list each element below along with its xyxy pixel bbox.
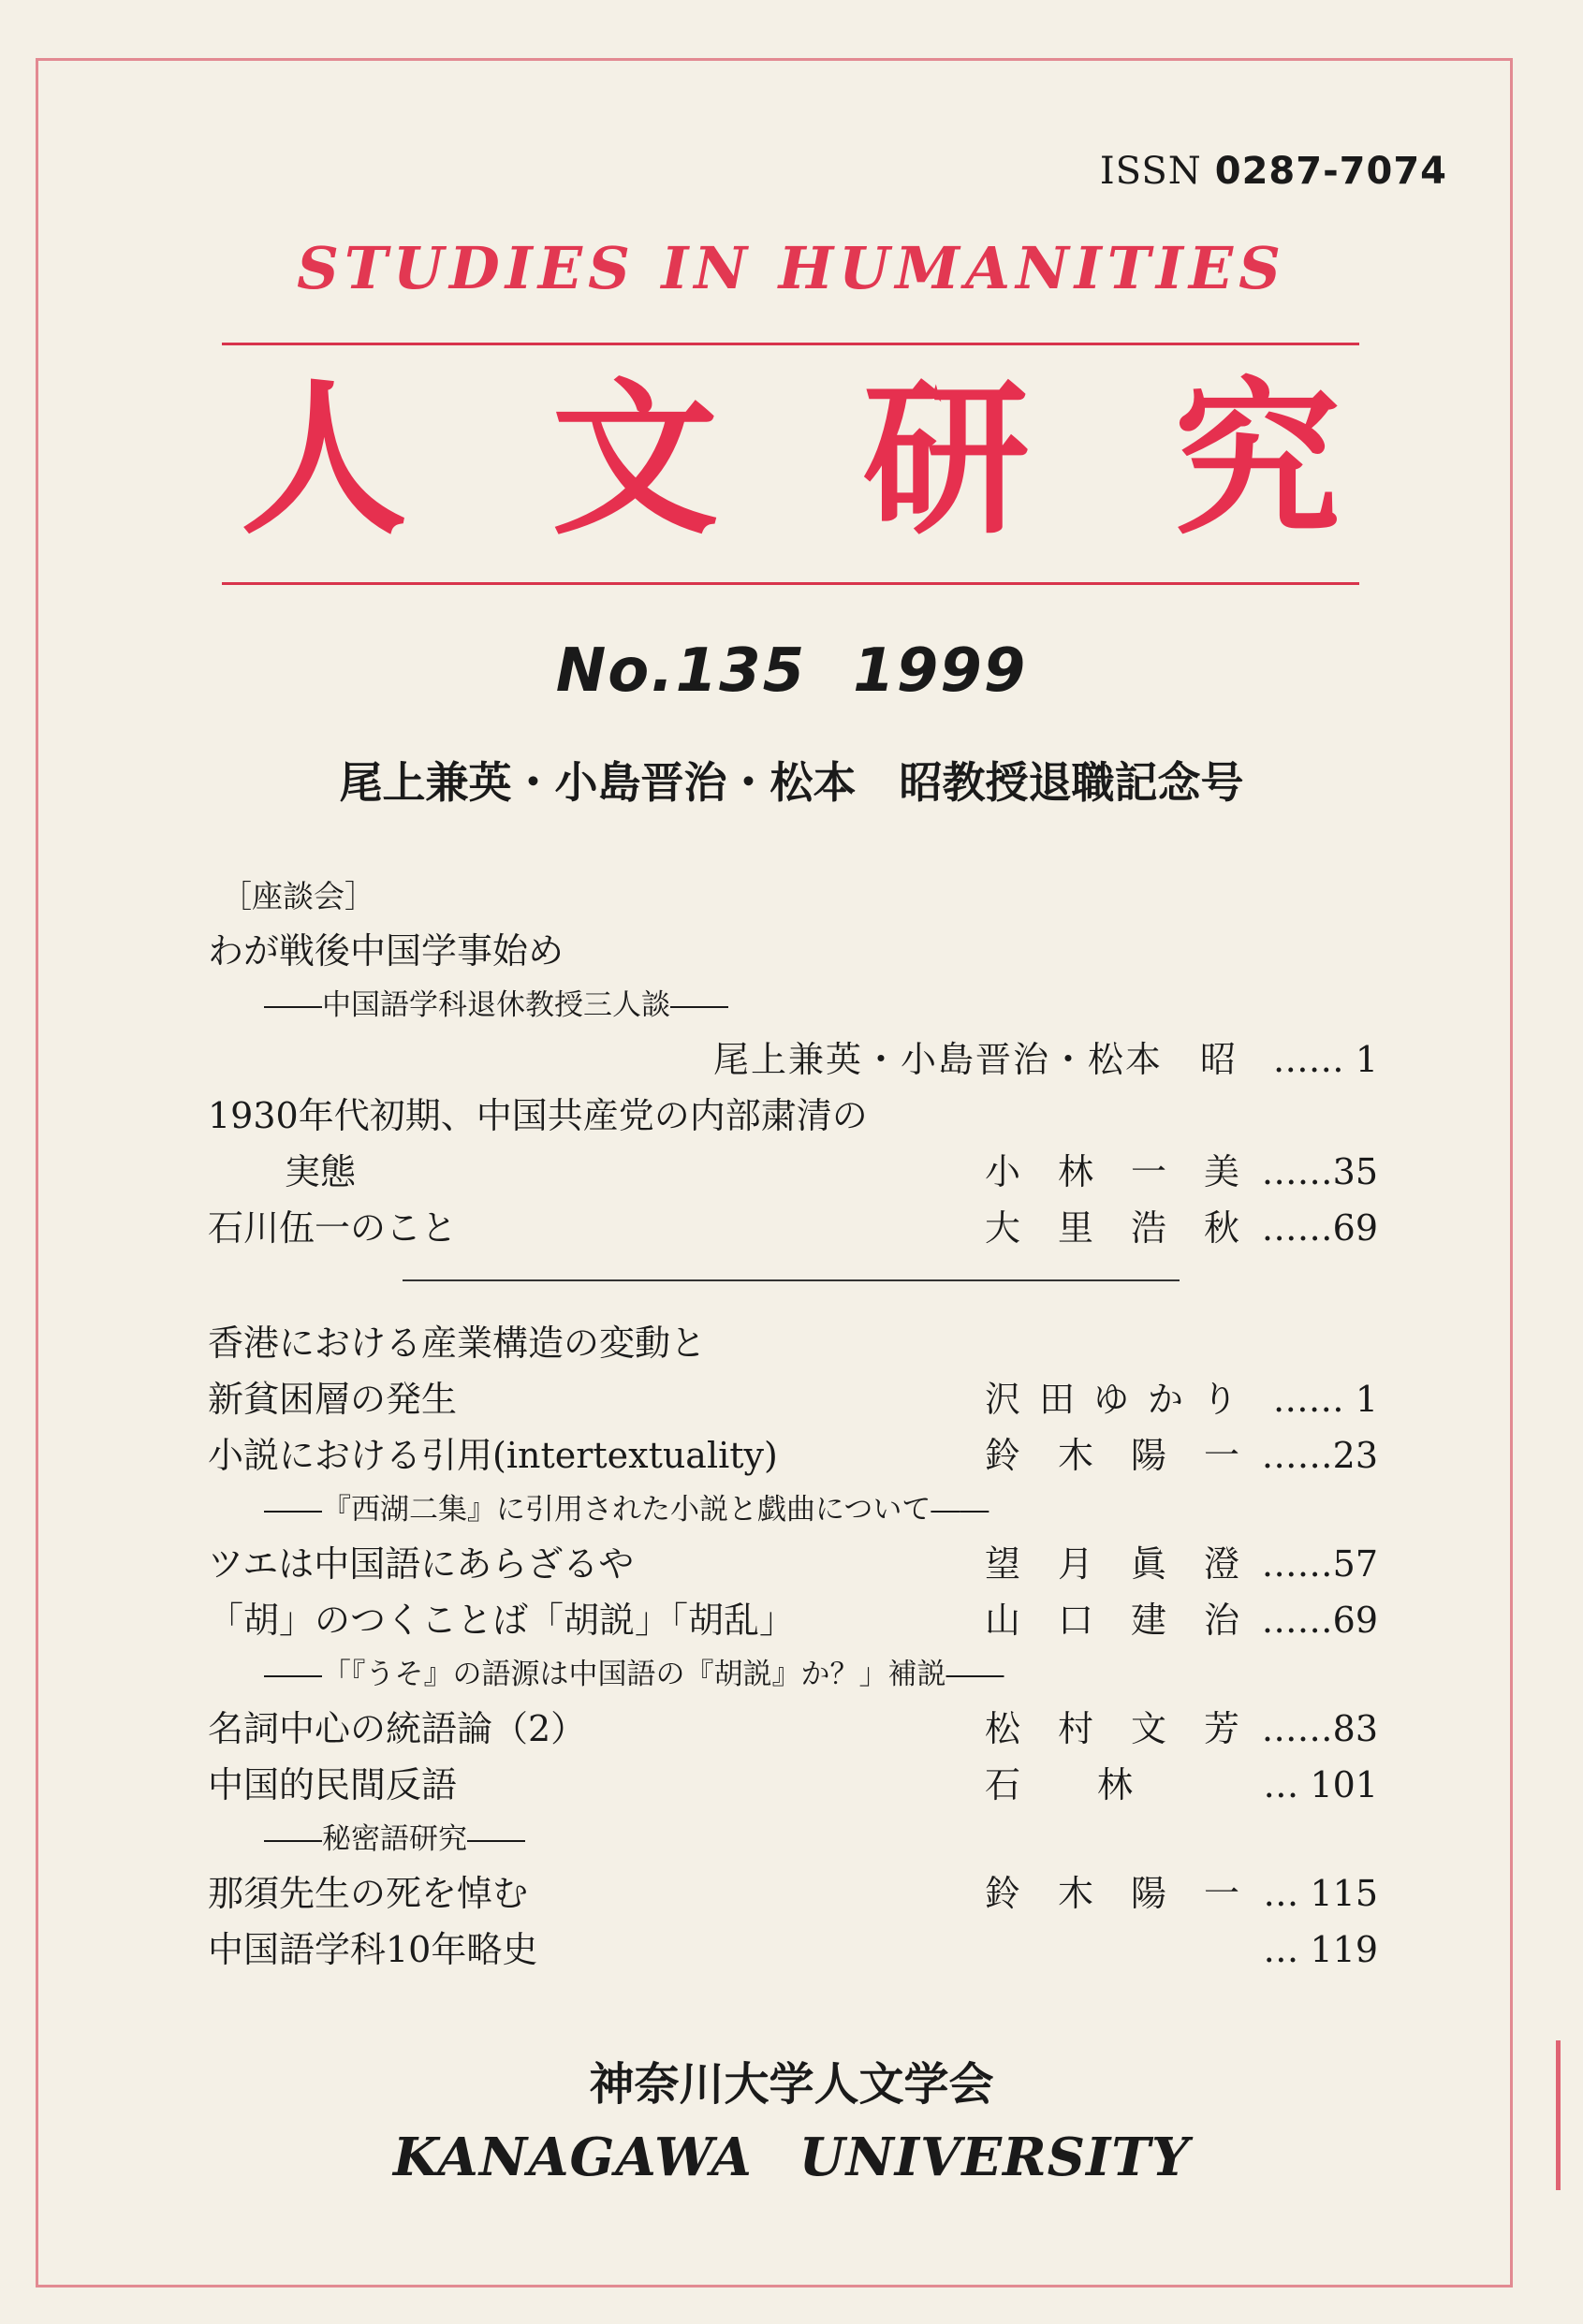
toc-part-1	[208, 870, 1378, 1256]
toc-title: 新貧困層の発生	[208, 1379, 458, 1420]
toc-title: わが戦後中国学事始め	[208, 930, 564, 972]
title-char-1: 人	[241, 363, 407, 557]
toc-title: 「胡」のつくことば「胡説」「胡乱」	[208, 1600, 796, 1641]
title-char-2: 文	[551, 363, 719, 557]
toc-title: 小説における引用(intertextuality)	[208, 1435, 778, 1476]
toc-title: 名詞中心の統語論（2）	[208, 1708, 587, 1749]
toc-author: 石 林	[985, 1764, 1136, 1805]
toc-author: 尾上兼英・小島晋治・松本 昭	[713, 1039, 1239, 1080]
publisher-japanese: 神奈川大学人文学会	[589, 2058, 994, 2111]
toc-page: … 101	[1263, 1764, 1378, 1805]
publisher-english-word-1: KANAGAWA	[393, 2127, 753, 2188]
toc-title: 実態	[285, 1151, 357, 1192]
issue-year: 1999	[853, 636, 1028, 706]
toc-divider	[403, 1279, 1180, 1281]
japanese-title	[222, 363, 1359, 557]
toc-author: 望月眞澄	[985, 1543, 1278, 1585]
title-rule-top	[222, 343, 1359, 345]
toc-entry	[208, 1144, 1378, 1200]
issue-line	[0, 636, 1583, 706]
toc-title: 那須先生の死を悼む	[208, 1873, 529, 1914]
toc-entry	[208, 923, 1378, 979]
toc-title: 中国的民間反語	[208, 1764, 458, 1805]
issn	[1100, 150, 1447, 193]
toc-page: … 119	[1263, 1929, 1378, 1970]
toc-entry	[208, 1701, 1378, 1757]
toc-subtitle: ――「『うそ』の語源は中国語の『胡説』か？」補説――	[264, 1658, 1004, 1691]
title-char-4: 究	[1173, 363, 1341, 557]
toc-page: ……69	[1261, 1207, 1378, 1249]
toc-entry	[208, 1200, 1378, 1256]
title-rule-bottom	[222, 582, 1359, 585]
toc-title: 石川伍一のこと	[208, 1207, 458, 1249]
toc-subtitle: ――『西湖二集』に引用された小説と戯曲について――	[264, 1493, 989, 1527]
english-title: STUDIES IN HUMANITIES	[297, 234, 1286, 302]
toc-part-2	[208, 1315, 1378, 1978]
title-char-3: 研	[862, 363, 1030, 557]
toc-author: 鈴木陽一	[985, 1435, 1278, 1476]
toc-author: 沢田ゆかり	[985, 1379, 1257, 1420]
toc-entry	[208, 1371, 1378, 1427]
toc-subtitle: ――中国語学科退休教授三人談――	[264, 988, 728, 1022]
toc-entry	[208, 1922, 1378, 1978]
toc-author: 大里浩秋	[985, 1207, 1278, 1249]
issn-label: ISSN	[1099, 150, 1202, 193]
toc-author: 山口建治	[985, 1600, 1278, 1641]
edge-stamp-mark	[1556, 2040, 1574, 2190]
toc-entry	[208, 1865, 1378, 1922]
publisher-english-word-2: UNIVERSITY	[799, 2127, 1190, 2188]
toc-title: 中国語学科10年略史	[208, 1929, 538, 1970]
toc-title: 香港における産業構造の変動と	[208, 1323, 707, 1364]
commemoration-heading: 尾上兼英・小島晋治・松本 昭教授退職記念号	[339, 757, 1244, 808]
toc-entry	[208, 1088, 1378, 1144]
toc-author: 小林一美	[985, 1151, 1278, 1192]
toc-author: 鈴木陽一	[985, 1873, 1278, 1914]
issue-number: No.135	[555, 636, 807, 706]
toc-title: ツエは中国語にあらざるや	[208, 1543, 635, 1585]
section-label: ［座談会］	[221, 878, 375, 914]
toc-page: ……83	[1261, 1708, 1378, 1749]
toc-page: ……69	[1261, 1600, 1378, 1641]
toc-entry	[208, 1757, 1378, 1813]
publisher-english	[0, 2127, 1583, 2188]
toc-entry	[208, 1536, 1378, 1592]
toc-page: ……35	[1261, 1151, 1378, 1192]
toc-entry	[208, 1031, 1378, 1088]
toc-entry	[208, 1315, 1378, 1371]
toc-page: …… 1	[1272, 1379, 1378, 1420]
issn-number: 0287-7074	[1214, 150, 1447, 193]
toc-page: ……23	[1261, 1435, 1378, 1476]
toc-page: ……57	[1261, 1543, 1378, 1585]
toc-page: … 115	[1263, 1873, 1378, 1914]
toc-entry	[208, 1427, 1378, 1484]
toc-title: 1930年代初期、中国共産党の内部粛清の	[208, 1095, 868, 1136]
toc-page: …… 1	[1272, 1039, 1378, 1080]
toc-entry	[208, 1592, 1378, 1648]
toc-author: 松村文芳	[985, 1708, 1278, 1749]
toc-subtitle: ――秘密語研究――	[264, 1822, 525, 1856]
